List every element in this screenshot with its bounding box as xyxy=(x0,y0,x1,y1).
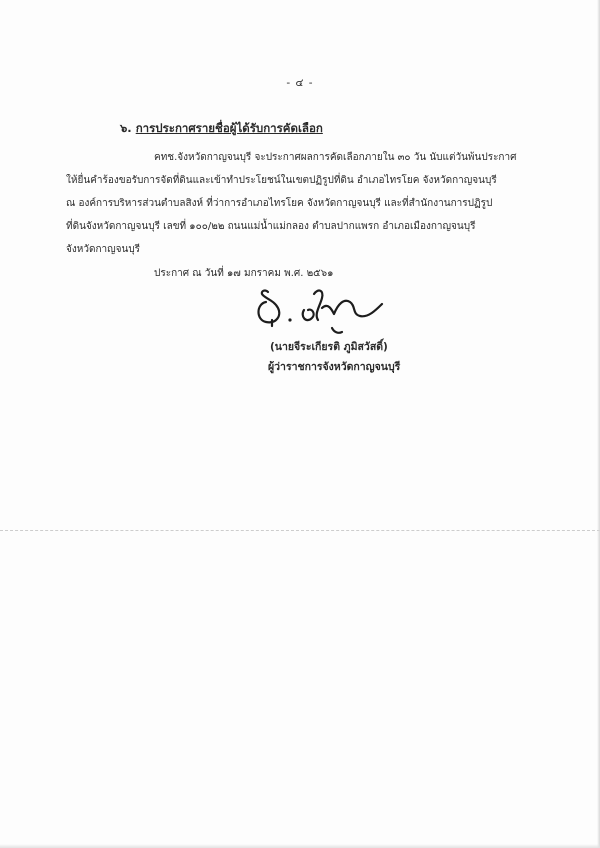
body-line-3: ณ องค์การบริหารส่วนตำบลสิงห์ ที่ว่าการอำเภอไทรโยค จังหวัดกาญจนบุรี และที่สำนักงานการปฏิรูป xyxy=(66,198,493,209)
handwritten-signature xyxy=(252,280,392,336)
body-line-2: ให้ยื่นคำร้องขอรับการจัดที่ดินและเข้าทำประโยชน์ในเขตปฏิรูปที่ดิน อำเภอไทรโยค จังหวัดกาญจนบุรี xyxy=(66,175,497,186)
signer-name: (นายจีระเกียรติ ภูมิสวัสดิ์) xyxy=(270,341,388,353)
fold-line xyxy=(0,530,600,531)
body-line-5: จังหวัดกาญจนบุรี xyxy=(66,244,141,255)
body-line-4: ที่ดินจังหวัดกาญจนบุรี เลขที่ ๑๐๐/๒๒ ถนนแม่น้ำแม่กลอง ตำบลปากแพรก อำเภอเมืองกาญจนบุรี xyxy=(66,221,476,232)
signer-title: ผู้ว่าราชการจังหวัดกาญจนบุรี xyxy=(268,361,401,373)
section-title: การประกาศรายชื่อผู้ได้รับการคัดเลือก xyxy=(135,121,323,135)
announcement-date: ประกาศ ณ วันที่ ๑๗ มกราคม พ.ศ. ๒๕๖๑ xyxy=(154,268,334,279)
page-number: - ๔ - xyxy=(286,77,314,89)
body-line-1: คทช.จังหวัดกาญจนบุรี จะประกาศผลการคัดเลือกภายใน ๓๐ วัน นับแต่วันพ้นประกาศ xyxy=(154,152,517,163)
section-heading xyxy=(120,120,323,138)
section-number: ๖. xyxy=(120,121,132,135)
scan-edge-bottom xyxy=(0,844,600,848)
